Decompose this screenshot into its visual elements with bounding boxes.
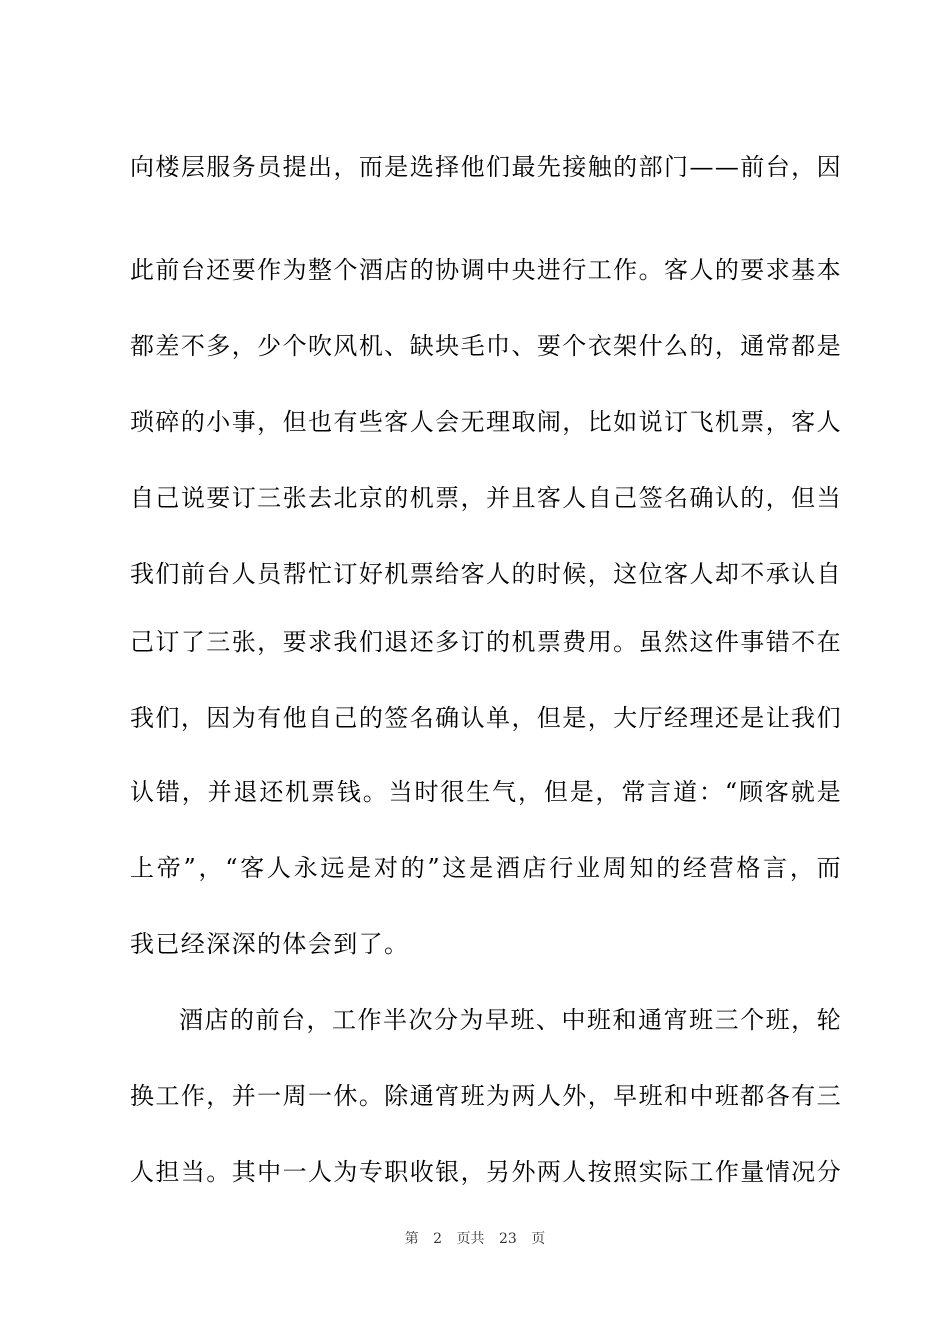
paragraph-1-line-7: 己订了三张，要求我们退还多订的机票费用。虽然这件事错不在 <box>130 628 842 656</box>
page-footer <box>0 1228 950 1248</box>
paragraph-1-line-1: 向楼层服务员提出，而是选择他们最先接触的部门——前台，因 <box>130 153 842 181</box>
paragraph-1-line-2: 此前台还要作为整个酒店的协调中央进行工作。客人的要求基本 <box>130 256 842 284</box>
footer-middle: 页共 <box>456 1231 485 1247</box>
paragraph-2-line-3: 人担当。其中一人为专职收银，另外两人按照实际工作量情况分 <box>130 1158 842 1186</box>
footer-total-pages: 23 <box>499 1231 517 1247</box>
paragraph-1-line-5: 自己说要订三张去北京的机票，并且客人自己签名确认的，但当 <box>130 484 842 512</box>
paragraph-1-line-6: 我们前台人员帮忙订好机票给客人的时候，这位客人却不承认自 <box>130 560 842 588</box>
paragraph-2-line-2: 换工作，并一周一休。除通宵班为两人外，早班和中班都各有三 <box>130 1082 842 1110</box>
paragraph-1-line-3: 都差不多，少个吹风机、缺块毛巾、要个衣架什么的，通常都是 <box>130 332 842 360</box>
paragraph-1-line-10: 上帝”，“客人永远是对的”这是酒店行业周知的经营格言，而 <box>130 854 842 882</box>
footer-suffix: 页 <box>531 1231 546 1247</box>
paragraph-1-line-9: 认错，并退还机票钱。当时很生气，但是，常言道：“顾客就是 <box>130 778 842 806</box>
paragraph-1-line-11: 我已经深深的体会到了。 <box>130 930 410 958</box>
paragraph-2-line-1: 酒店的前台，工作半次分为早班、中班和通宵班三个班，轮 <box>179 1006 842 1034</box>
paragraph-1-line-8: 我们，因为有他自己的签名确认单，但是，大厅经理还是让我们 <box>130 704 842 732</box>
footer-prefix: 第 <box>404 1231 419 1247</box>
footer-current-page: 2 <box>433 1231 443 1247</box>
paragraph-1-line-4: 琐碎的小事，但也有些客人会无理取闹，比如说订飞机票，客人 <box>130 408 842 436</box>
